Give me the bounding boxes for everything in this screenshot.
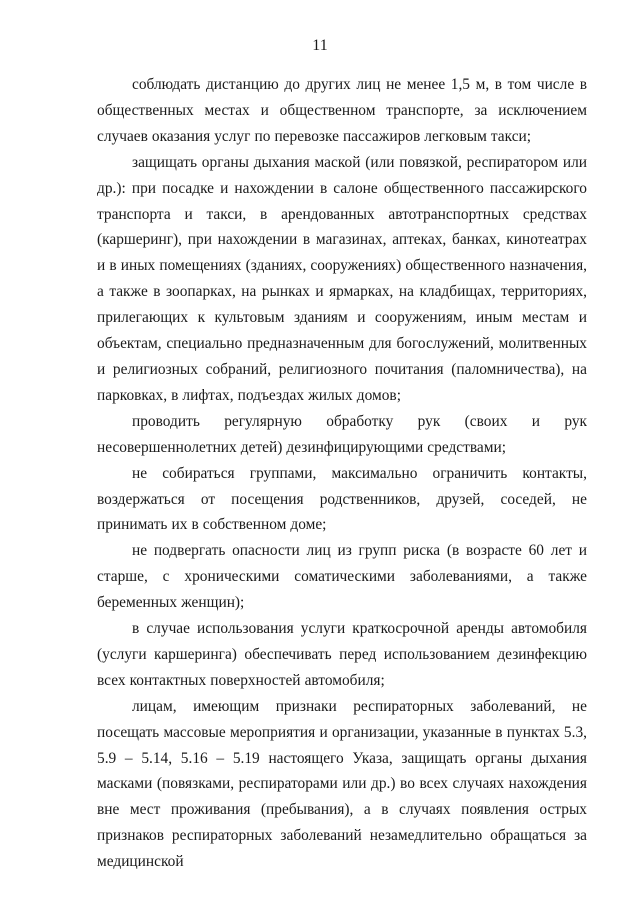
paragraph-risk-groups: не подвергать опасности лиц из групп риска (в возрасте 60 лет и старше, с хроническими соматическими заболеваниями, а также беременных женщин);	[97, 542, 587, 612]
paragraph-carsharing-disinfection: в случае использования услуги краткосрочной аренды автомобиля (услуги каршеринга) обеспечивать перед использованием дезинфекцию всех контактных поверхностей автомобиля;	[97, 620, 587, 689]
document-body	[97, 72, 587, 875]
paragraph-avoid-gatherings: не собираться группами, максимально ограничить контакты, воздержаться от посещения родственников, друзей, соседей, не принимать их в собственном доме;	[97, 464, 587, 534]
paragraph-respiratory-symptoms: лицам, имеющим признаки респираторных заболеваний, не посещать массовые мероприятия и организации, указанные в пунктах 5.3, 5.9 – 5.14, 5.16 – 5.19 настоящего Указа, защищать органы дыхания масками (повязками, респираторами или др.) во всех случаях нахождения вне мест проживания (пребывания), а в случаях появления острых признаков респираторных заболеваний незамедлительно обращаться за медицинской	[97, 697, 587, 871]
paragraph-wear-mask: защищать органы дыхания маской (или повязкой, респиратором или др.): при посадке и нахождении в салоне общественного пассажирского транспорта и такси, в арендованных автотранспортных средствах (каршеринг), при нахождении в магазинах, аптеках, банках, кинотеатрах и в иных помещениях (зданиях, сооружениях) общественного назначения, а также в зоопарках, на рынках и ярмарках, на кладбищах, территориях, прилегающих к культовым зданиям и сооружениям, иным местам и объектам, специально предназначенным для богослужений, молитвенных и религиозных собраний, религиозного почитания (паломничества), на парковках, в лифтах, подъездах жилых домов;	[97, 153, 587, 404]
page-number: 11	[312, 37, 328, 54]
paragraph-hand-sanitizing: проводить регулярную обработку рук (своих и рук несовершеннолетних детей) дезинфицирующими средствами;	[97, 412, 587, 456]
paragraph-keep-distance: соблюдать дистанцию до других лиц не менее 1,5 м, в том числе в общественных местах и общественном транспорте, за исключением случаев оказания услуг по перевозке пассажиров легковым такси;	[97, 76, 587, 145]
